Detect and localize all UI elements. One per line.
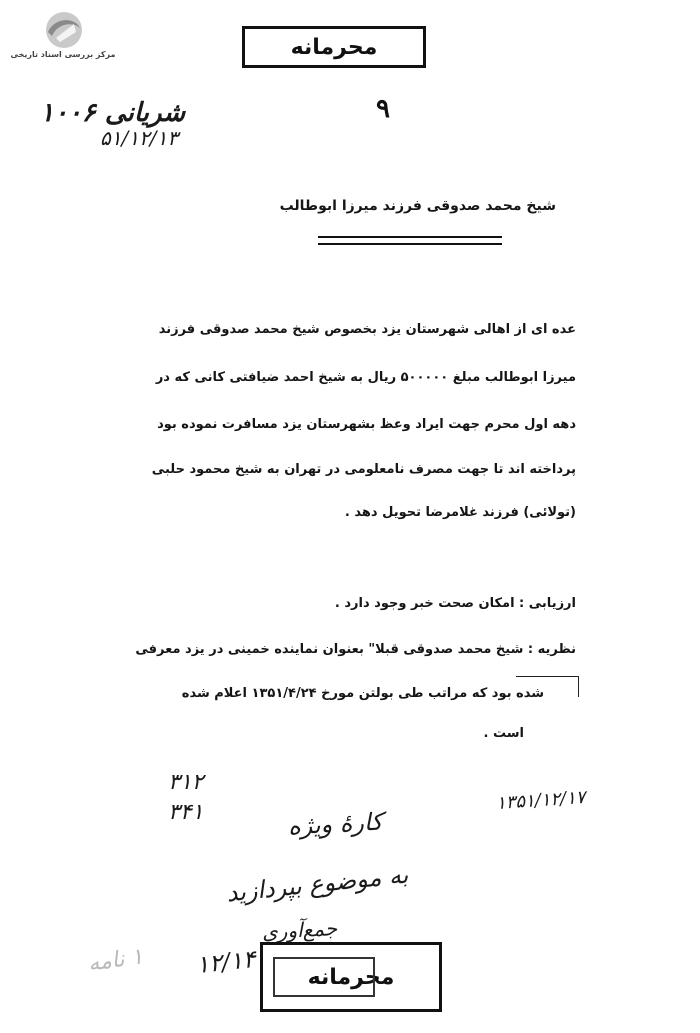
handwritten-note: به موضوع بپردازید [225,860,410,908]
faded-handwriting: ۱ نامه [86,944,145,977]
handwritten-note: جمع‌آوری [261,916,338,944]
body-line: عده ای از اهالی شهرستان یزد بخصوص شیخ محمد صدوقی فرزند [158,322,576,337]
handwritten-date: ۱۲/۱۴ [194,944,257,980]
handwritten-date: ۱۳۵۱/۱۲/۱۷ [495,786,587,815]
classification-stamp-bottom-text: محرمانه [307,964,395,990]
handwritten-note: کارهٔ ویژه [287,807,384,841]
subject-double-rule [318,236,502,245]
classification-stamp-top [242,26,426,68]
archive-logo [40,10,88,50]
classification-stamp-top-text: محرمانه [290,34,378,60]
serial-date: ۵۱/۱۲/۱۳ [100,126,178,150]
opinion-line: است . [483,726,524,741]
body-line: پرداخته اند تا جهت مصرف نامعلومی در تهران به شیخ محمود حلبی [151,462,576,477]
handwritten-number: ۳۱۲ [168,770,204,795]
body-line: (تولائی) فرزند غلامرضا تحویل دهد . [344,505,576,520]
classification-stamp-bottom [260,942,442,1012]
handwritten-number: ۳۴۱ [168,800,204,825]
opinion-line: شده بود که مراتب طی بولتن مورخ ۱۳۵۱/۴/۲۴ اعلام شده [181,686,544,701]
body-line: دهه اول محرم جهت ایراد وعظ بشهرستان یزد مسافرت نموده بود [157,417,576,432]
serial-number: شریانی ۱۰۰۶ [40,98,186,128]
stamp-inner-box [273,957,375,997]
archive-name: مرکز بررسی اسناد تاریخی [10,50,116,59]
opinion-line: نظریه : شیخ محمد صدوقی قبلا" بعنوان نماینده خمینی در یزد معرفی [135,642,576,657]
document-subject: شیخ محمد صدوقی فرزند میرزا ابوطالب [279,198,556,214]
archive-logo-icon [40,10,88,50]
evaluation-line: ارزیابی : امکان صحت خبر وجود دارد . [334,596,576,611]
page-number: ۹ [376,94,390,124]
body-line: میرزا ابوطالب مبلغ ۵۰۰۰۰۰ ریال به شیخ احمد ضیافتی کانی که در [155,370,576,385]
